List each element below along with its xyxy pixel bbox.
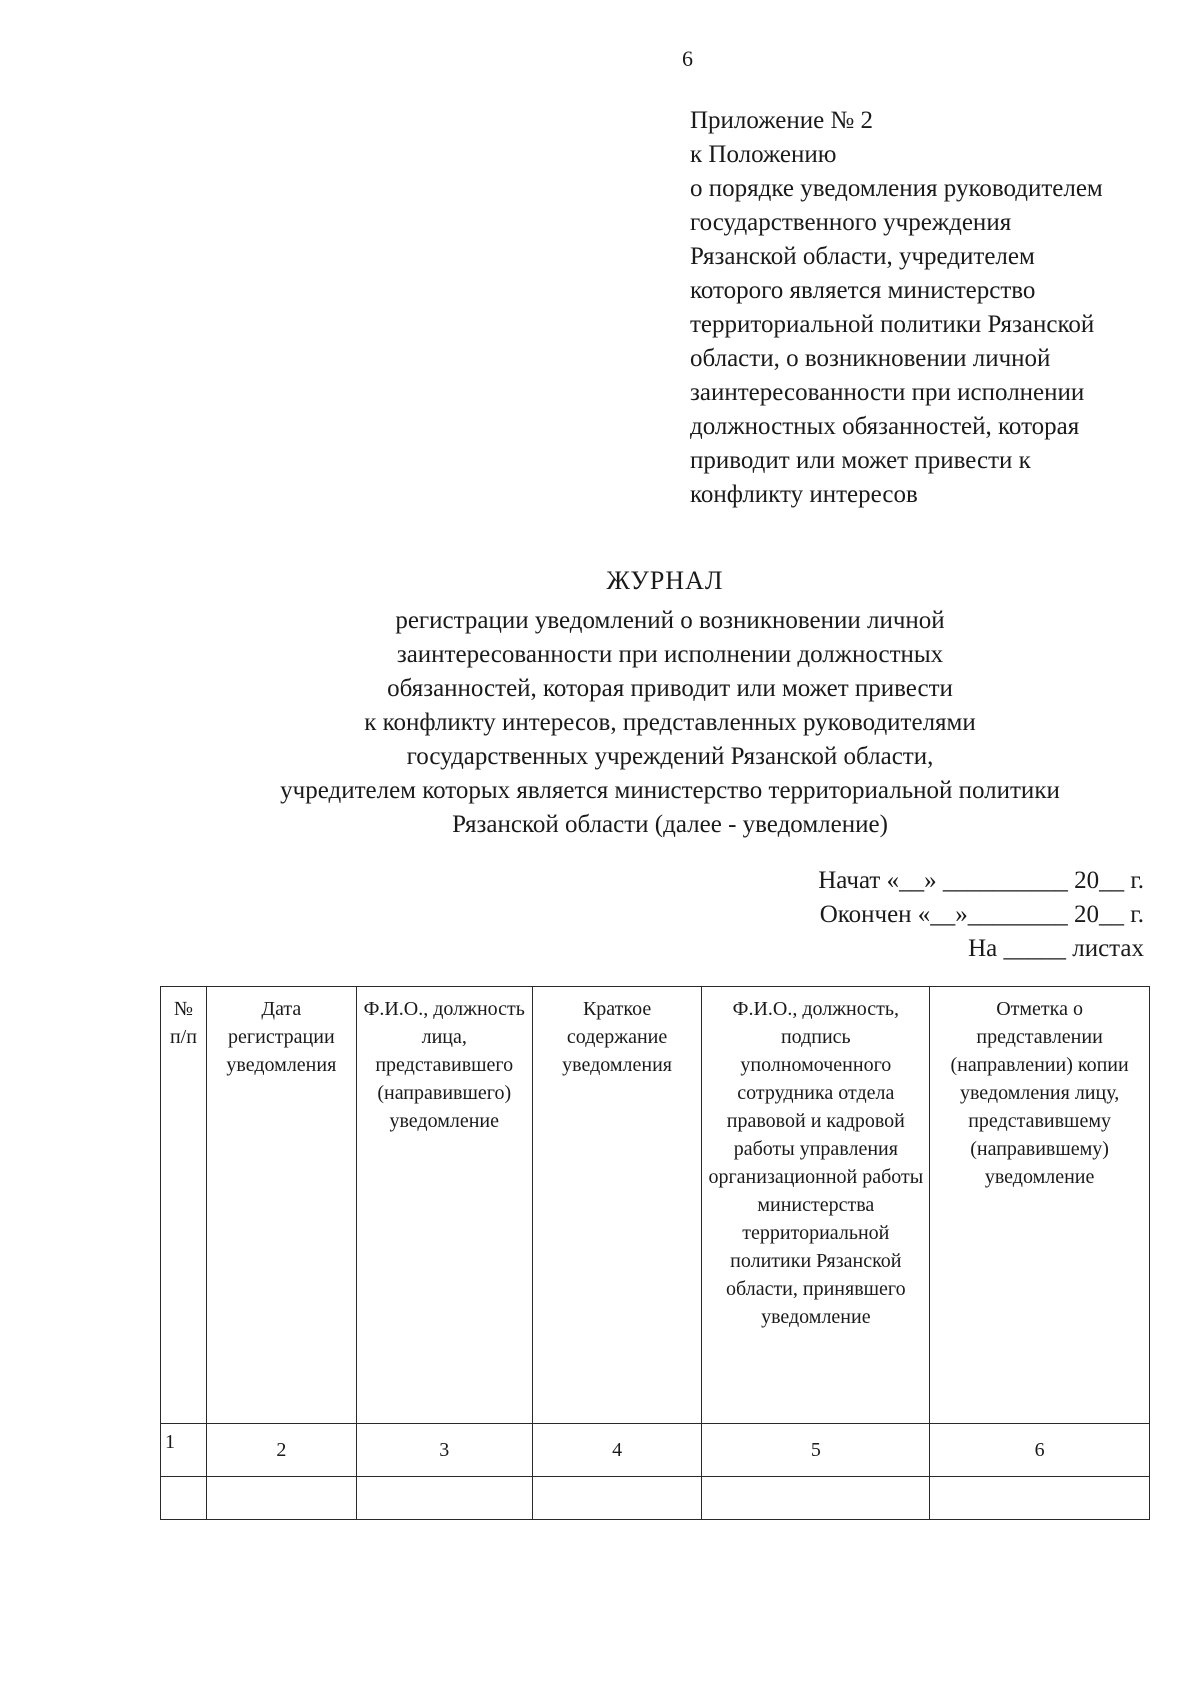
header-cell-submitter: Ф.И.О., должность лица, представившего (направившего) уведомление <box>356 987 532 1424</box>
subtitle-line: заинтересованности при исполнении должностных <box>396 641 944 668</box>
header-cell-date: Дата регистрации уведомления <box>206 987 356 1424</box>
annex-line: к Положению <box>690 141 837 168</box>
journal-dates <box>818 864 1144 966</box>
annex-line: приводит или может привести к <box>690 447 1031 474</box>
empty-cell[interactable] <box>702 1477 930 1520</box>
page-number: 6 <box>682 46 693 71</box>
empty-cell[interactable] <box>356 1477 532 1520</box>
annex-line: территориальной политики Рязанской <box>690 311 1095 338</box>
annex-heading <box>690 104 1170 512</box>
empty-cell[interactable] <box>930 1477 1150 1520</box>
date-ended: Окончен «__»________ 20__ г. <box>819 901 1144 928</box>
annex-line: Приложение № 2 <box>690 107 874 134</box>
column-number: 4 <box>532 1424 702 1477</box>
header-cell-summary: Краткое содержание уведомления <box>532 987 702 1424</box>
annex-line: заинтересованности при исполнении <box>690 379 1085 406</box>
table-row <box>161 1477 1150 1520</box>
subtitle-line: учредителем которых является министерство территориальной политики <box>280 777 1060 804</box>
subtitle-line: государственных учреждений Рязанской области, <box>406 743 934 770</box>
annex-line: о порядке уведомления руководителем <box>690 175 1103 202</box>
column-number: 6 <box>930 1424 1150 1477</box>
empty-cell[interactable] <box>532 1477 702 1520</box>
column-number: 1 <box>161 1424 207 1477</box>
journal-subtitle <box>200 604 1140 842</box>
annex-line: которого является министерство <box>690 277 1036 304</box>
annex-line: Рязанской области, учредителем <box>690 243 1035 270</box>
subtitle-line: к конфликту интересов, представленных руководителями <box>364 709 976 736</box>
journal-title: ЖУРНАЛ <box>606 566 724 595</box>
column-number: 2 <box>206 1424 356 1477</box>
header-cell-number: № п/п <box>161 987 207 1424</box>
column-number: 5 <box>702 1424 930 1477</box>
date-started: Начат «__» __________ 20__ г. <box>818 867 1144 894</box>
header-cell-receiver: Ф.И.О., должность, подпись уполномоченного сотрудника отдела правовой и кадровой работы управления организационной работы министерства территориальной политики Рязанской области, принявшего уведомление <box>702 987 930 1424</box>
register-table <box>160 986 1150 1520</box>
annex-line: государственного учреждения <box>690 209 1012 236</box>
subtitle-line: регистрации уведомлений о возникновении личной <box>395 607 945 634</box>
subtitle-line: Рязанской области (далее - уведомление) <box>452 811 888 838</box>
annex-line: должностных обязанностей, которая <box>690 413 1080 440</box>
empty-cell[interactable] <box>206 1477 356 1520</box>
subtitle-line: обязанностей, которая приводит или может привести <box>387 675 953 702</box>
empty-cell[interactable] <box>161 1477 207 1520</box>
sheet-count: На _____ листах <box>968 935 1144 962</box>
annex-line: конфликту интересов <box>690 481 918 508</box>
table-row <box>161 1424 1150 1477</box>
table-header-row <box>161 987 1150 1424</box>
header-cell-copy-mark: Отметка о представлении (направлении) копии уведомления лицу, представившему (направившему) уведомление <box>930 987 1150 1424</box>
column-number: 3 <box>356 1424 532 1477</box>
annex-line: области, о возникновении личной <box>690 345 1051 372</box>
